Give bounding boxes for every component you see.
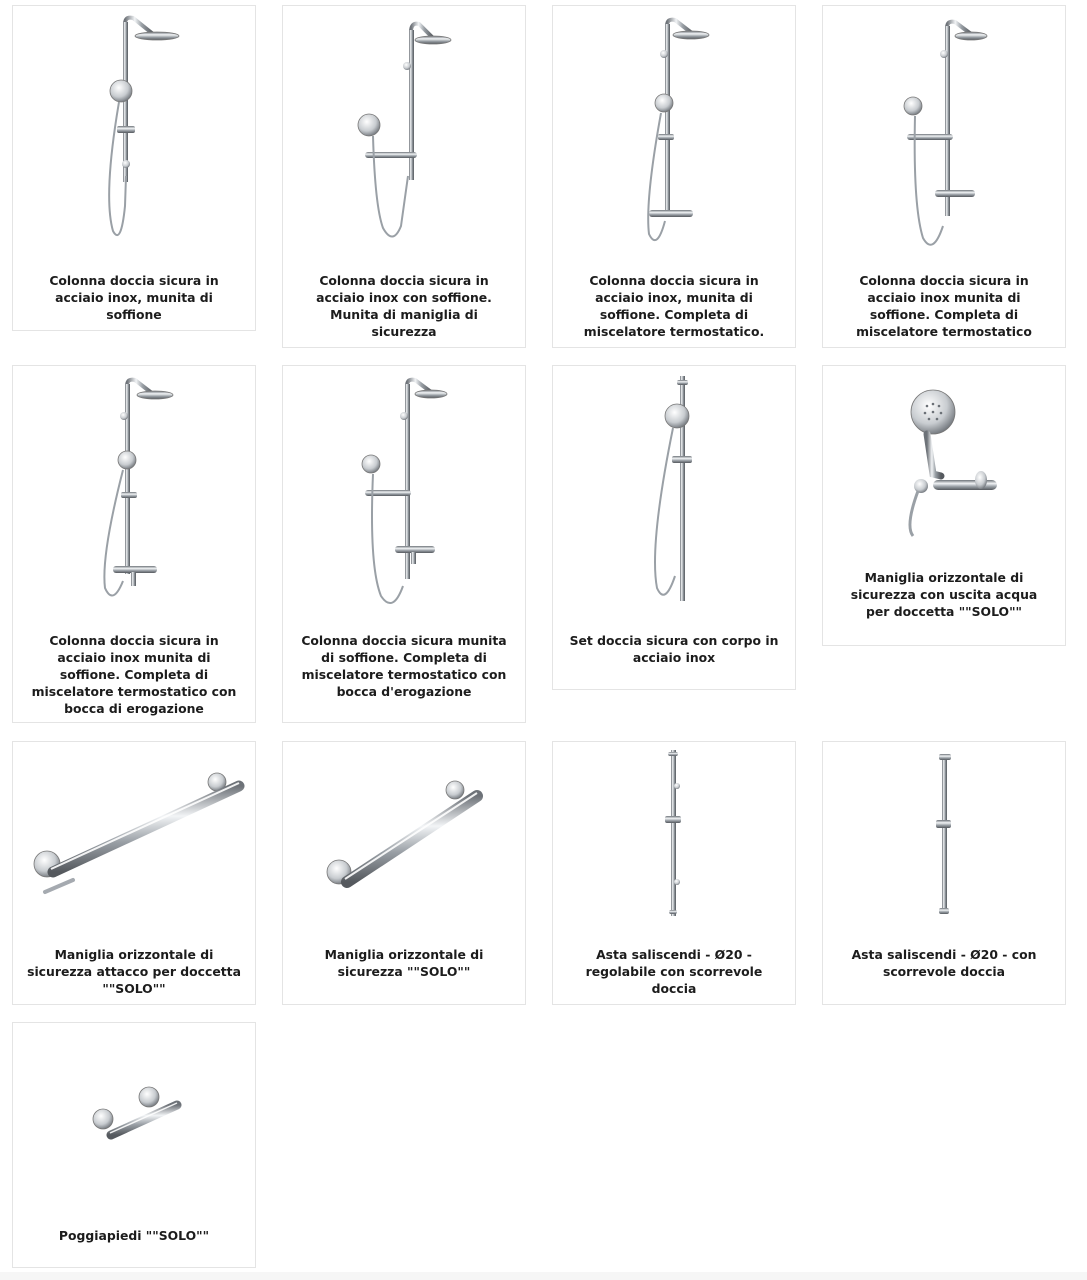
product-title[interactable]: Asta saliscendi - Ø20 - con scorrevole doccia [851,947,1037,979]
product-title[interactable]: Maniglia orizzontale di sicurezza attacco per doccetta ""SOLO"" [27,947,241,996]
product-title[interactable]: Colonna doccia sicura in acciaio inox, munita di soffione [49,273,219,322]
shower-column-grab-thermostatic-icon [823,6,1067,266]
product-title[interactable]: Colonna doccia sicura in acciaio inox munita di soffione. Completa di miscelatore termostatico [856,273,1032,339]
grab-bar-water-outlet-icon [823,366,1067,576]
product-card[interactable] [12,741,256,1005]
product-title[interactable]: Set doccia sicura con corpo in acciaio inox [569,633,779,665]
shower-column-grab-spout-icon [283,366,527,626]
product-card[interactable] [552,5,796,348]
product-card[interactable] [12,5,256,331]
product-card[interactable] [282,741,526,1005]
product-title[interactable]: Colonna doccia sicura in acciaio inox, munita di soffione. Completa di miscelatore termostatico. [583,273,765,339]
shower-column-icon [13,6,257,266]
product-card[interactable] [12,1022,256,1268]
adjustable-sliding-rail-icon [553,742,797,942]
product-card[interactable] [552,741,796,1005]
product-title[interactable]: Colonna doccia sicura in acciaio inox munita di soffione. Completa di miscelatore termostatico con bocca di erogazione [31,633,237,716]
product-card[interactable] [282,365,526,723]
product-title[interactable]: Maniglia orizzontale di sicurezza ""SOLO"" [324,947,484,979]
product-title[interactable]: Colonna doccia sicura munita di soffione. Completa di miscelatore termostatico con bocca d'erogazione [301,633,507,699]
shower-column-thermostatic-icon [553,6,797,266]
product-title[interactable]: Maniglia orizzontale di sicurezza con uscita acqua per doccetta ""SOLO"" [850,570,1038,619]
footrest-icon [13,1023,257,1223]
product-title[interactable]: Asta saliscendi - Ø20 - regolabile con scorrevole doccia [585,947,763,996]
grab-bar-icon [283,742,527,942]
shower-column-grab-bar-icon [283,6,527,266]
product-card[interactable] [822,365,1066,646]
product-title[interactable]: Colonna doccia sicura in acciaio inox con soffione. Munita di maniglia di sicurezza [316,273,492,339]
shower-set-icon [553,366,797,626]
product-card[interactable] [282,5,526,348]
sliding-rail-icon [823,742,1067,942]
product-title[interactable]: Poggiapiedi ""SOLO"" [58,1228,210,1243]
product-card[interactable] [552,365,796,690]
product-card[interactable] [822,741,1066,1005]
product-card[interactable] [12,365,256,723]
shower-column-spout-icon [13,366,257,626]
grab-bar-shower-holder-icon [13,742,257,942]
product-card[interactable] [822,5,1066,348]
page-footer-strip [0,1272,1087,1280]
